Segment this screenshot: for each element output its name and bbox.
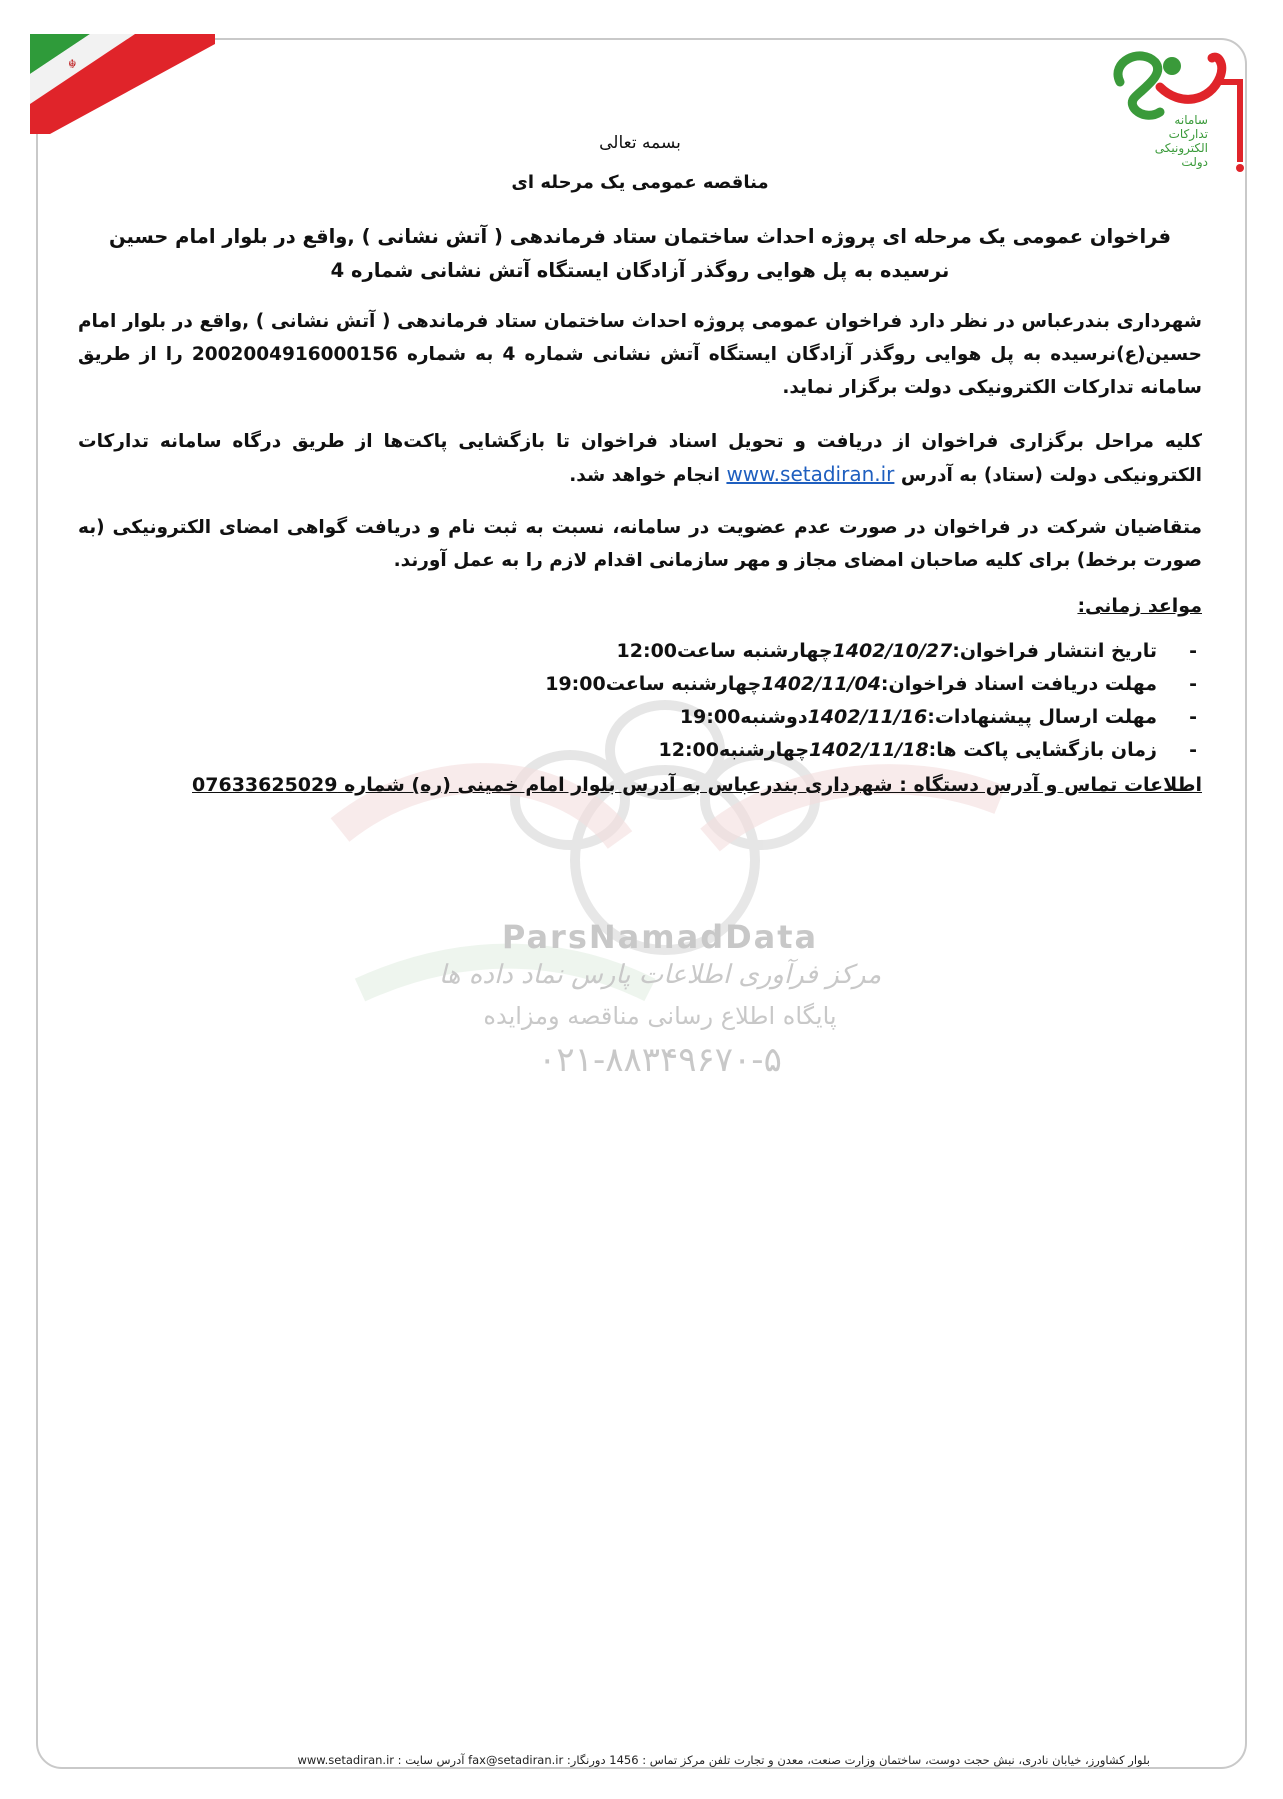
list-dash: -	[1189, 706, 1197, 728]
deadline-date: 1402/11/16	[807, 706, 928, 728]
deadline-row	[297, 640, 1197, 673]
list-dash: -	[1189, 739, 1197, 761]
deadline-label: زمان بازگشایی پاکت ها:	[928, 739, 1157, 761]
footer-address: بلوار کشاورز، خیابان نادری، نبش حجت دوست، ساختمان وزارت صنعت، معدن و تجارت تلفن مرکز تماس : 1456 دورنگار: fax@setadiran.ir آدرس سایت : www.setadiran.ir	[297, 1753, 1150, 1767]
iran-flag-icon	[30, 34, 215, 134]
logo-line-4: دولت	[1181, 155, 1208, 169]
deadline-row	[297, 673, 1197, 706]
tender-heading: فراخوان عمومی یک مرحله ای پروژه احداث ساختمان ستاد فرماندهی ( آتش نشانی ) ,واقع در بلوار امام حسین نرسیده به پل هوایی روگذر آزادگان ایستگاه آتش نشانی شماره 4	[108, 225, 1172, 282]
deadlines-title: مواعد زمانی:	[1077, 595, 1202, 617]
paragraph-process	[78, 425, 1202, 492]
deadline-time: 12:00	[616, 640, 678, 662]
paragraph-process-text: کلیه مراحل برگزاری فراخوان از دریافت و تحویل اسناد فراخوان تا بازگشایی پاکت‌ها از طریق درگاه سامانه تدارکات الکترونیکی دولت (ستاد) به آدرس	[78, 431, 1202, 486]
page-title: مناقصه عمومی یک مرحله ای	[511, 172, 769, 193]
logo-line-2: تدارکات	[1168, 127, 1208, 141]
deadline-day: چهارشنبه	[719, 739, 810, 761]
watermark-line-2: پایگاه اطلاع رسانی مناقصه ومزایده	[483, 1002, 837, 1030]
paragraph-intro: شهرداری بندرعباس در نظر دارد فراخوان عمومی پروژه احداث ساختمان ستاد فرماندهی ( آتش نشانی ) ,واقع در بلوار امام حسین(ع)نرسیده به پل هوایی روگذر آزادگان ایستگاه آتش نشانی شماره 4 به شماره 2002004916000156 را از طریق سامانه تدارکات الکترونیکی دولت برگزار نماید.	[78, 311, 1202, 398]
logo-line-3: الکترونیکی	[1154, 141, 1208, 155]
deadline-date: 1402/10/27	[832, 640, 953, 662]
logo-line-1: سامانه	[1174, 113, 1208, 127]
list-dash: -	[1189, 673, 1197, 695]
deadline-time: 12:00	[658, 739, 719, 761]
bismillah: بسمه تعالی	[599, 133, 681, 153]
deadline-label: مهلت دریافت اسناد فراخوان:	[880, 673, 1157, 695]
deadline-row	[297, 739, 1197, 772]
watermark-phone: ۰۲۱-۸۸۳۴۹۶۷۰-۵	[538, 1040, 782, 1080]
deadline-day: چهارشنبه ساعت	[605, 673, 762, 695]
deadline-label: مهلت ارسال پیشنهادات:	[927, 706, 1157, 728]
watermark-line-1: مرکز فرآوری اطلاعات پارس نماد داده ها	[438, 960, 882, 990]
watermark-brand: ParsNamadData	[501, 918, 819, 956]
paragraph-applicants: متقاضیان شرکت در فراخوان در صورت عدم عضویت در سامانه، نسبت به ثبت نام و دریافت گواهی امضای الکترونیکی (به صورت برخط) برای کلیه صاحبان امضای مجاز و مهر سازمانی اقدام لازم را به عمل آورند.	[78, 517, 1202, 571]
deadline-date: 1402/11/04	[761, 673, 881, 695]
contact-info: اطلاعات تماس و آدرس دستگاه : شهرداری بندرعباس به آدرس بلوار امام خمینی (ره) شماره 07633625029	[192, 774, 1202, 796]
paragraph-process-end: انجام خواهد شد.	[569, 465, 727, 486]
setadiran-link[interactable]: www.setadiran.ir	[726, 462, 895, 486]
deadlines-list	[297, 640, 1197, 772]
list-dash: -	[1189, 640, 1197, 662]
deadline-row	[297, 706, 1197, 739]
deadline-label: تاریخ انتشار فراخوان:	[952, 640, 1157, 662]
deadline-day: دوشنبه	[740, 706, 808, 728]
deadline-day: چهارشنبه ساعت	[677, 640, 833, 662]
deadline-time: 19:00	[545, 673, 606, 695]
setad-logo-icon	[1100, 42, 1250, 182]
svg-text:☬: ☬	[68, 57, 77, 71]
deadline-time: 19:00	[679, 706, 741, 728]
deadline-date: 1402/11/18	[809, 739, 929, 761]
